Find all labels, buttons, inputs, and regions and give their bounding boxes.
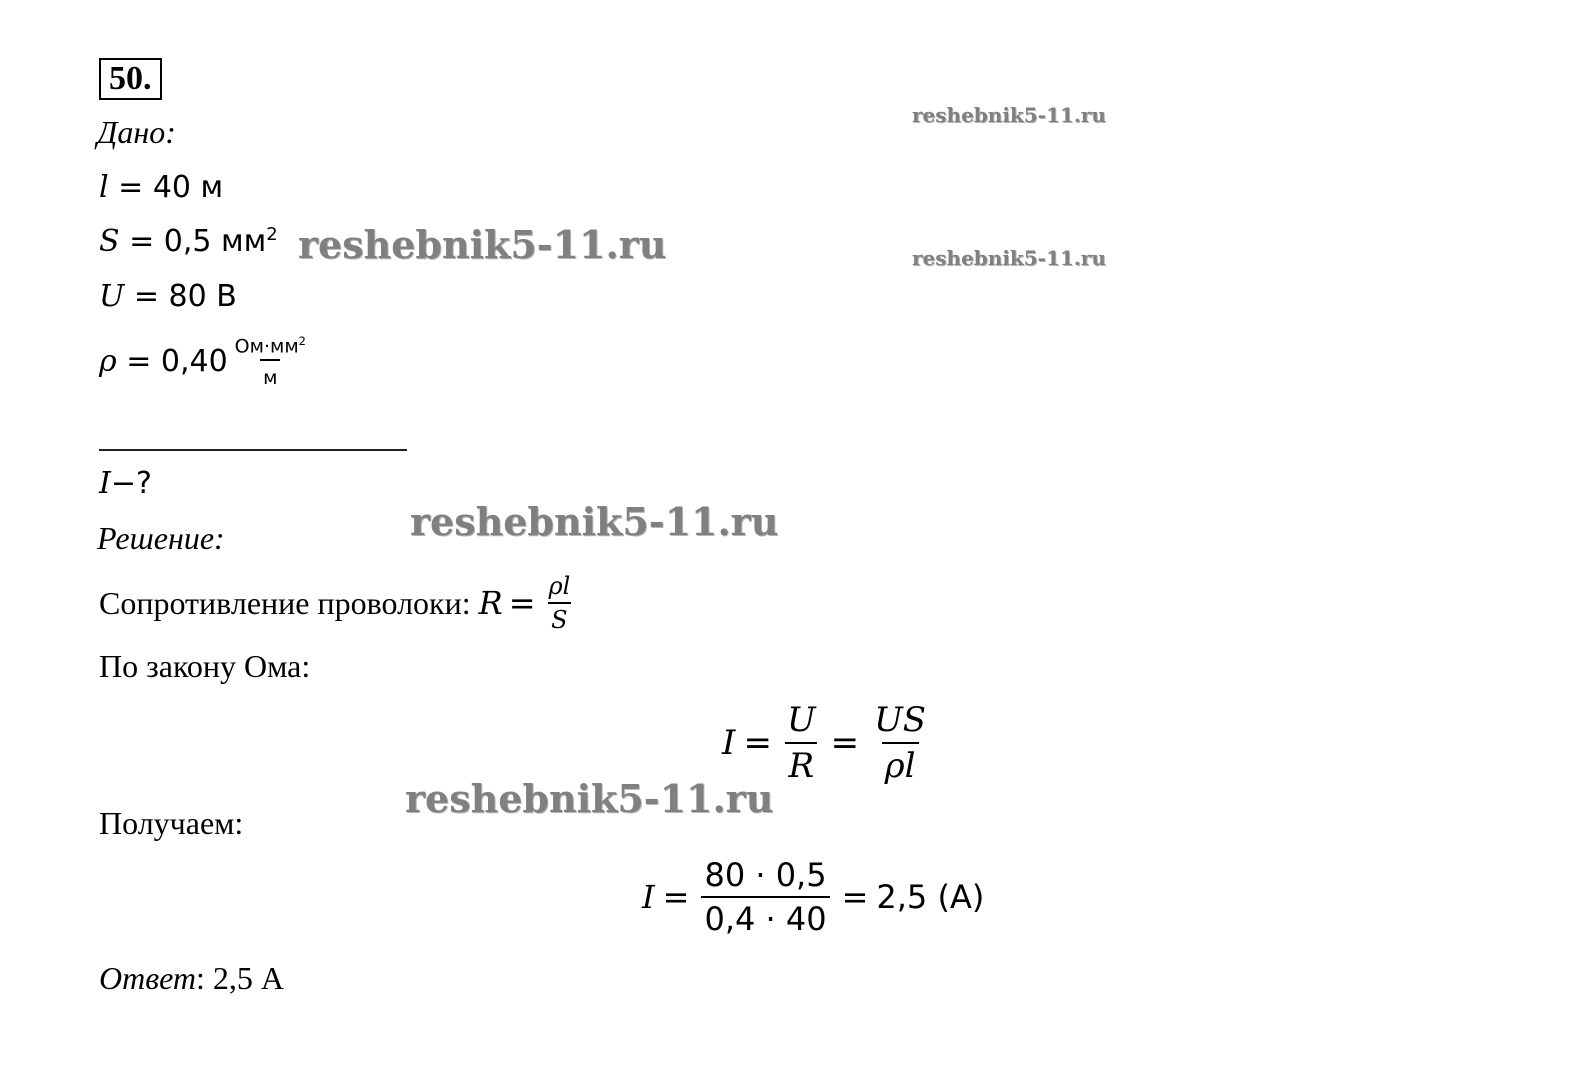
given-divider [99, 449, 407, 451]
watermark-large-3: reshebnik5-11.ru [405, 776, 774, 821]
calc-formula [642, 856, 984, 938]
var-s: S [99, 224, 120, 259]
calc-fraction [701, 856, 829, 938]
problem-number: 50. [99, 58, 162, 100]
resistivity-unit-fraction [232, 334, 309, 389]
resistance-numerator: ρl [548, 572, 571, 600]
calc-lhs: I [642, 878, 655, 916]
resistance-line [99, 572, 577, 634]
given-voltage [99, 279, 237, 314]
answer-line [99, 960, 284, 997]
calc-eq1: = [662, 878, 690, 916]
given-area [99, 224, 278, 259]
var-l: l [99, 170, 109, 205]
ohm-fraction-1 [784, 700, 819, 786]
calc-denominator: 0,4 · 40 [701, 896, 829, 938]
watermark-small-2: reshebnik5-11.ru [912, 246, 1106, 270]
watermark-small-1: reshebnik5-11.ru [912, 103, 1106, 127]
resistance-fraction [546, 572, 574, 634]
resistivity-unit-denominator: м [260, 359, 280, 389]
ohm-eq2: = [830, 723, 860, 763]
value-rho: = 0,40 [126, 344, 228, 380]
resistance-eq: = [508, 584, 536, 622]
solution-label: Решение: [97, 520, 225, 556]
var-u: U [99, 279, 125, 314]
calc-numerator: 80 · 0,5 [704, 856, 827, 894]
resistivity-unit-numerator: $Ом\cdot мм^2$ [234, 334, 306, 358]
resistance-text: Сопротивление проволоки: [99, 584, 471, 621]
ohm-lhs: I [722, 723, 736, 763]
calc-eq2: = [841, 878, 869, 916]
var-i: I [99, 466, 111, 501]
find-line [99, 466, 152, 501]
resistance-denominator: S [548, 602, 570, 634]
answer-value: : 2,5 А [196, 960, 284, 996]
ohm-fraction-2-den: ρl [882, 742, 919, 786]
ohm-formula [722, 700, 933, 786]
resistance-lhs: R [478, 584, 503, 622]
watermark-large-1: reshebnik5-11.ru [298, 222, 667, 267]
ohm-fraction-2-num: US [874, 700, 927, 740]
ohm-fraction-1-den: R [785, 742, 817, 786]
value-l: = 40 м [118, 170, 224, 205]
ohm-eq1: = [743, 723, 772, 763]
var-rho: ρ [99, 344, 117, 380]
value-s: = 0,5 мм [129, 224, 267, 259]
ohm-text: По закону Ома: [99, 648, 311, 684]
ohm-fraction-2 [871, 700, 929, 786]
result-text: Получаем: [99, 805, 244, 841]
value-u: = 80 В [133, 279, 237, 314]
calc-result: 2,5 (А) [876, 878, 985, 916]
watermark-large-2: reshebnik5-11.ru [410, 499, 779, 544]
value-s-exp: 2 [266, 224, 278, 245]
find-question: −? [110, 466, 152, 501]
answer-label: Ответ [99, 960, 196, 996]
given-resistivity [99, 334, 313, 389]
given-length [99, 170, 223, 205]
given-label: Дано: [97, 114, 176, 150]
ohm-fraction-1-num: U [786, 700, 816, 740]
